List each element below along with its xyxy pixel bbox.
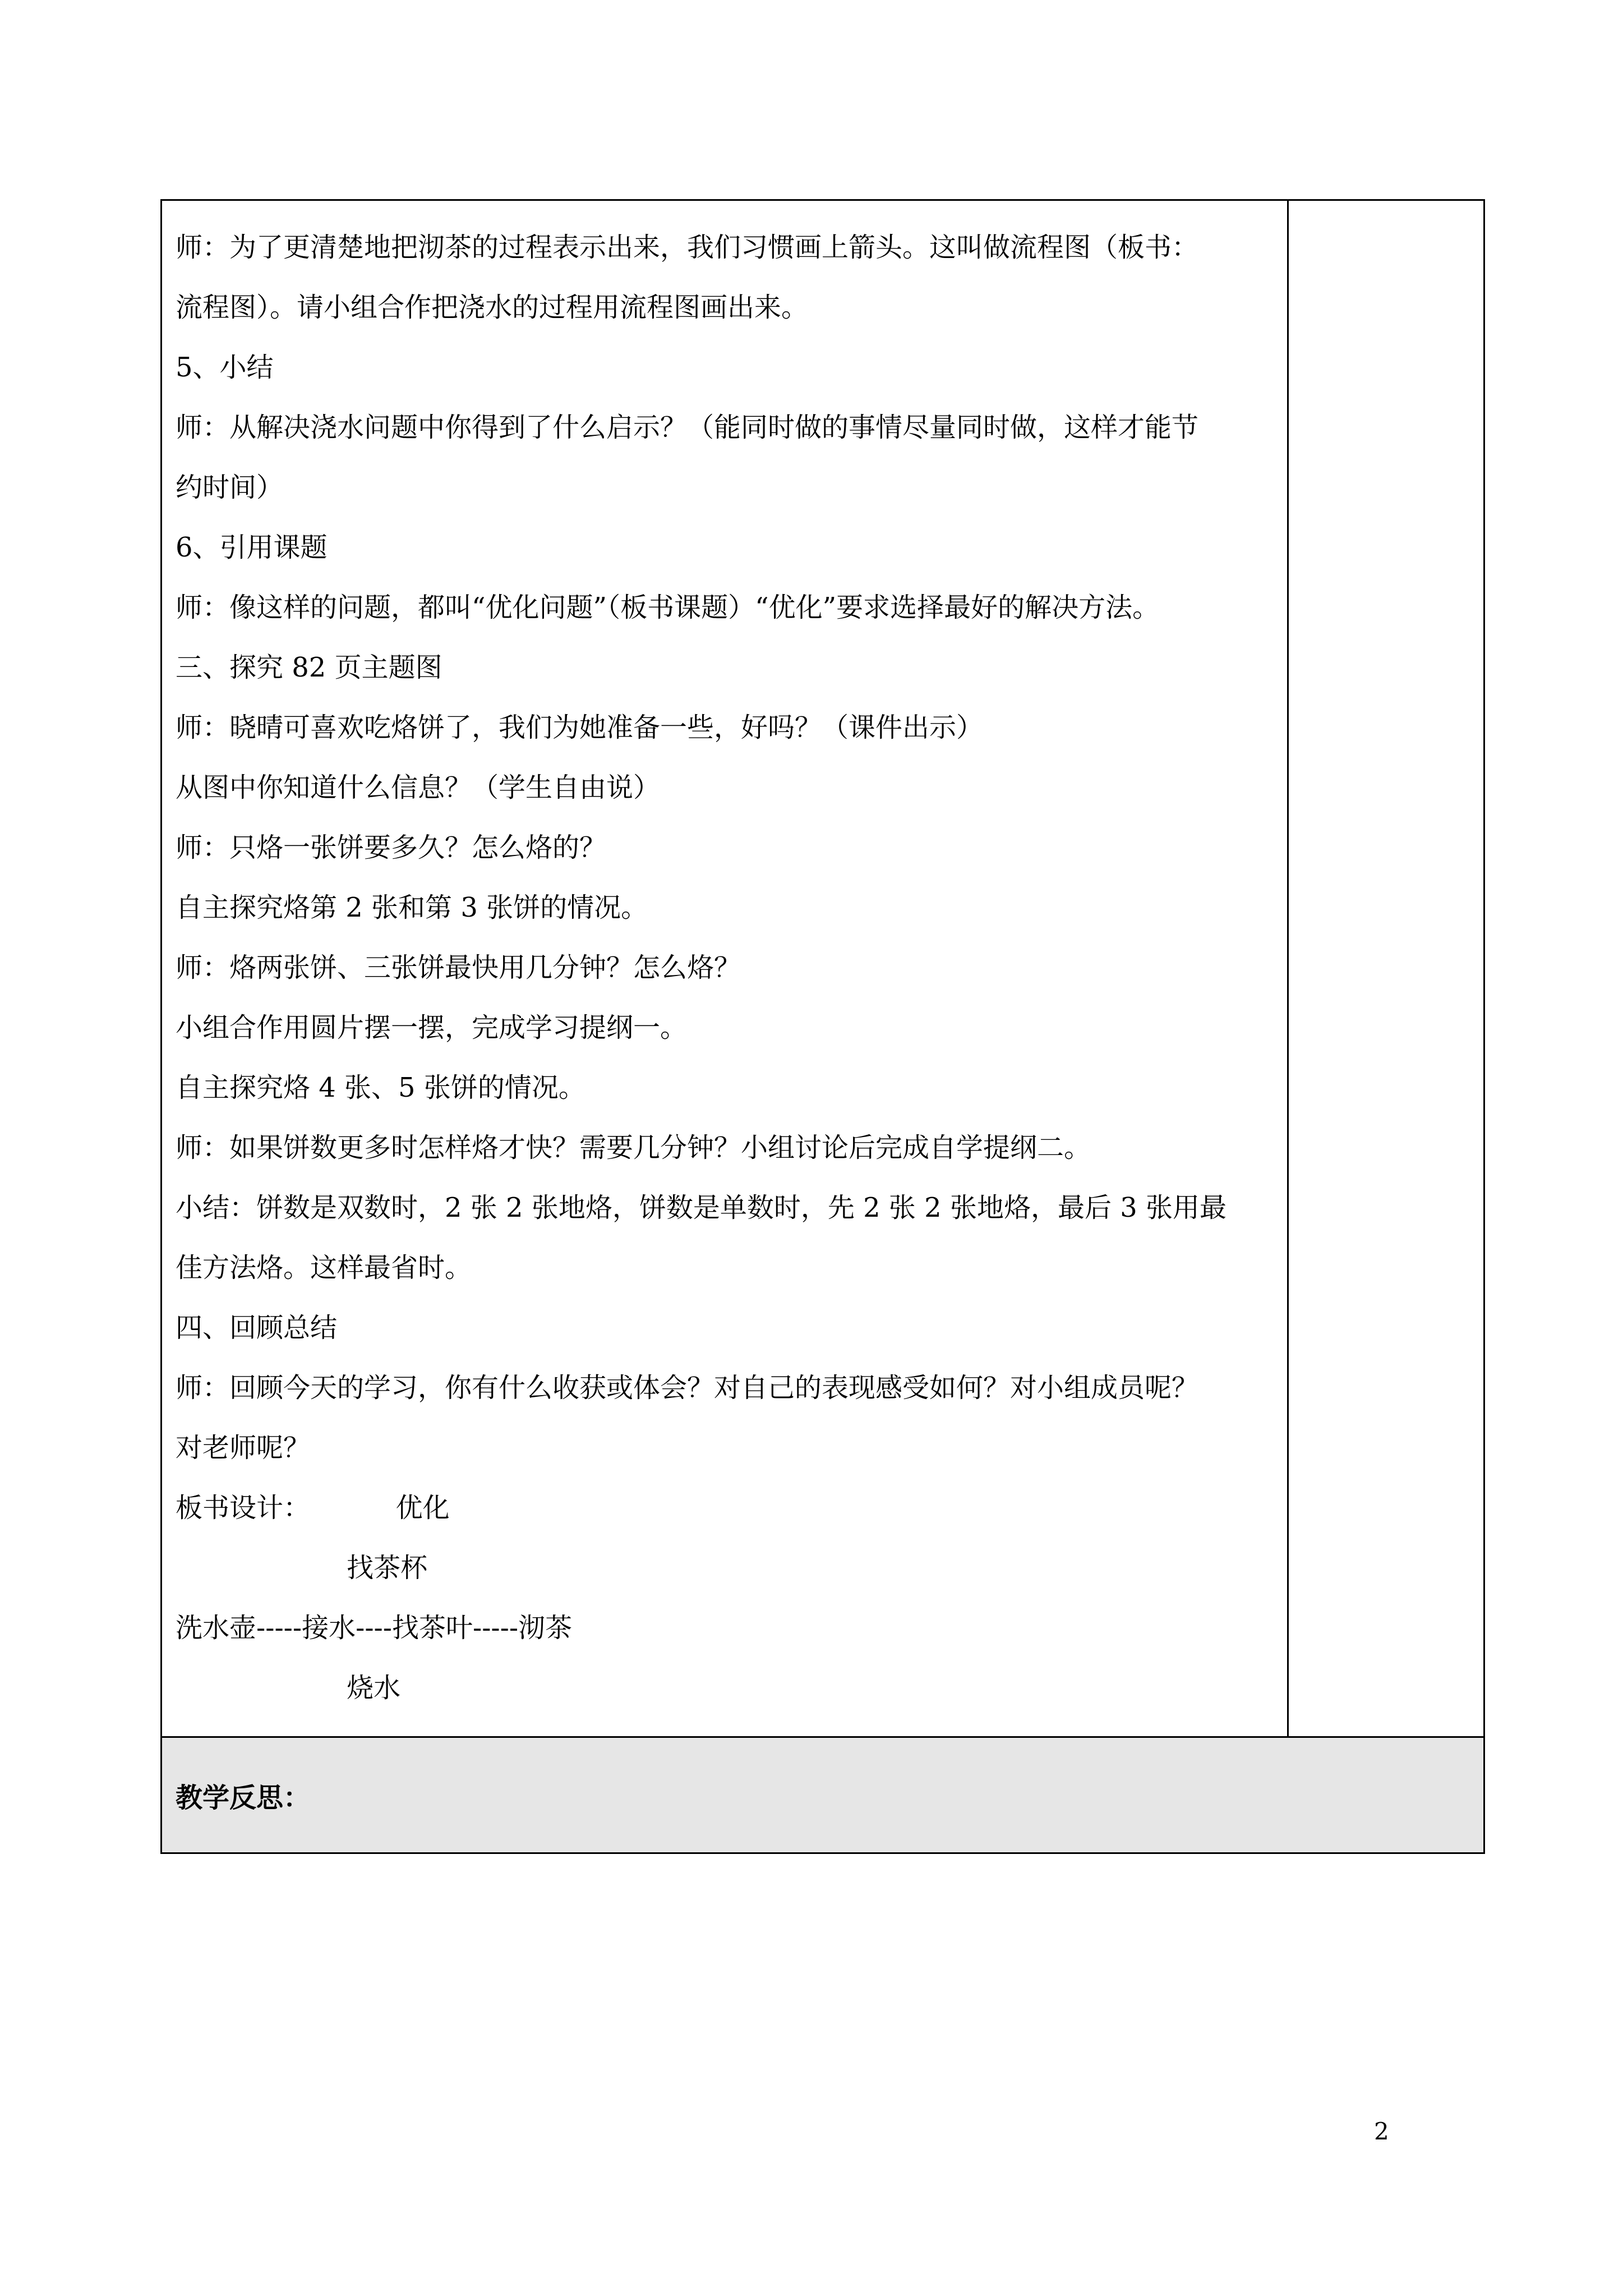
text-line: 小组合作用圆片摆一摆，完成学习提纲一。	[176, 1012, 688, 1043]
text-line: 自主探究烙第 2 张和第 3 张饼的情况。	[176, 892, 648, 923]
text-line: 师：像这样的问题，都叫“优化问题”（板书课题）“优化”要求选择最好的解决方法。	[176, 592, 1160, 623]
lesson-plan-table	[160, 199, 1485, 1854]
text-line: 师：只烙一张饼要多久？怎么烙的？	[176, 832, 607, 863]
page-number: 2	[1374, 2118, 1389, 2145]
text-line: 师：如果饼数更多时怎样烙才快？需要几分钟？小组讨论后完成自学提纲二。	[176, 1132, 1091, 1163]
board-design-line: 洗水壶-----接水----找茶叶-----沏茶	[176, 1612, 573, 1644]
section-heading: 5、小结	[176, 352, 274, 383]
content-row	[162, 200, 1484, 1737]
section-heading: 四、回顾总结	[176, 1312, 338, 1343]
text-line: 师：为了更清楚地把沏茶的过程表示出来，我们习惯画上箭头。这叫做流程图（板书：	[176, 232, 1199, 263]
section-heading: 三、探究 82 页主题图	[176, 652, 442, 683]
text-line: 师：回顾今天的学习，你有什么收获或体会？对自己的表现感受如何？对小组成员呢？	[176, 1372, 1199, 1404]
reflection-cell	[162, 1737, 1484, 1853]
text-line: 师：从解决浇水问题中你得到了什么启示？（能同时做的事情尽量同时做，这样才能节	[176, 412, 1199, 443]
lesson-content	[162, 201, 1287, 1736]
notes-column-cell	[1288, 200, 1484, 1737]
section-heading: 6、引用课题	[176, 532, 328, 563]
text-line: 约时间）	[176, 472, 284, 503]
board-design-line: 烧水	[176, 1672, 401, 1704]
lesson-content-cell	[162, 200, 1288, 1737]
text-line: 从图中你知道什么信息？（学生自由说）	[176, 772, 661, 803]
text-line: 流程图）。请小组合作把浇水的过程用流程图画出来。	[176, 292, 809, 323]
reflection-row	[162, 1737, 1484, 1853]
text-line: 佳方法烙。这样最省时。	[176, 1252, 472, 1283]
text-line: 自主探究烙 4 张、5 张饼的情况。	[176, 1072, 585, 1103]
text-line: 师：晓晴可喜欢吃烙饼了，我们为她准备一些，好吗？（课件出示）	[176, 712, 984, 743]
text-line: 对老师呢？	[176, 1432, 311, 1464]
board-design-title: 板书设计： 优化	[176, 1492, 450, 1524]
reflection-label: 教学反思：	[176, 1782, 311, 1814]
text-line: 师：烙两张饼、三张饼最快用几分钟？怎么烙？	[176, 952, 741, 983]
board-design-line: 找茶杯	[176, 1552, 428, 1584]
text-line: 小结：饼数是双数时，2 张 2 张地烙，饼数是单数时，先 2 张 2 张地烙，最后 3 张用最	[176, 1192, 1227, 1223]
